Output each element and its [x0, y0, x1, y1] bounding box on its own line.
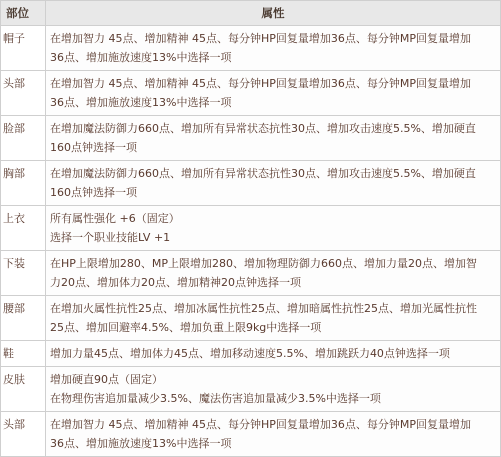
attribute-text-line: 在增加智力 45点、增加精神 45点、每分钟HP回复量增加36点、每分钟MP回复量增加	[50, 77, 472, 90]
table-row	[1, 367, 501, 412]
attribute-text-line: 36点、增加施放速度13%中选择一项	[50, 96, 232, 109]
attribute-cell	[46, 206, 501, 251]
part-cell: 上衣	[1, 206, 46, 251]
part-cell: 帽子	[1, 26, 46, 71]
attribute-text-line: 力20点、增加体力20点、增加精神20点钟选择一项	[50, 276, 301, 289]
column-header-attribute: 属性	[46, 1, 501, 26]
table-row	[1, 26, 501, 71]
part-cell: 下装	[1, 251, 46, 296]
table-row	[1, 251, 501, 296]
attribute-text-line: 160点钟选择一项	[50, 186, 137, 199]
attribute-text-line: 36点、增加施放速度13%中选择一项	[50, 437, 232, 450]
table-row	[1, 71, 501, 116]
attribute-cell	[46, 412, 501, 457]
table-row	[1, 116, 501, 161]
attribute-text-line: 增加硬直90点（固定）	[50, 373, 163, 386]
column-header-part: 部位	[1, 1, 46, 26]
attribute-text-line: 160点钟选择一项	[50, 141, 137, 154]
attribute-text-line: 选择一个职业技能LV +1	[50, 231, 171, 244]
attribute-text-line: 在增加智力 45点、增加精神 45点、每分钟HP回复量增加36点、每分钟MP回复量增加	[50, 418, 472, 431]
table-row	[1, 412, 501, 457]
attribute-text-line: 36点、增加施放速度13%中选择一项	[50, 51, 232, 64]
attribute-text-line: 在增加智力 45点、增加精神 45点、每分钟HP回复量增加36点、每分钟MP回复量增加	[50, 32, 472, 45]
attribute-text-line: 在HP上限增加280、MP上限增加280、增加物理防御力660点、增加力量20点、增加智	[50, 257, 478, 270]
attribute-text-line: 所有属性强化 +6（固定）	[50, 212, 180, 225]
table-row	[1, 341, 501, 367]
attribute-text-line: 在物理伤害追加量减少3.5%、魔法伤害追加量减少3.5%中选择一项	[50, 392, 381, 405]
part-cell: 头部	[1, 71, 46, 116]
attribute-cell	[46, 341, 501, 367]
attribute-text-line: 在增加魔法防御力660点、增加所有异常状态抗性30点、增加攻击速度5.5%、增加硬直	[50, 167, 476, 180]
part-cell: 脸部	[1, 116, 46, 161]
part-cell: 鞋	[1, 341, 46, 367]
attribute-text-line: 增加力量45点、增加体力45点、增加移动速度5.5%、增加跳跃力40点钟选择一项	[50, 347, 450, 360]
part-cell: 头部	[1, 412, 46, 457]
attribute-cell	[46, 116, 501, 161]
attribute-cell	[46, 367, 501, 412]
attribute-text-line: 在增加魔法防御力660点、增加所有异常状态抗性30点、增加攻击速度5.5%、增加硬直	[50, 122, 476, 135]
attribute-text-line: 25点、增加回避率4.5%、增加负重上限9kg中选择一项	[50, 321, 322, 334]
attribute-cell	[46, 26, 501, 71]
table-row	[1, 161, 501, 206]
part-cell: 皮肤	[1, 367, 46, 412]
table-header-row	[1, 1, 501, 26]
attribute-cell	[46, 251, 501, 296]
table-row	[1, 296, 501, 341]
part-cell: 腰部	[1, 296, 46, 341]
attribute-cell	[46, 71, 501, 116]
attribute-cell	[46, 161, 501, 206]
table-row	[1, 206, 501, 251]
attribute-cell	[46, 296, 501, 341]
attribute-text-line: 在增加火属性抗性25点、增加冰属性抗性25点、增加暗属性抗性25点、增加光属性抗性	[50, 302, 477, 315]
table-body	[1, 26, 501, 457]
part-cell: 胸部	[1, 161, 46, 206]
